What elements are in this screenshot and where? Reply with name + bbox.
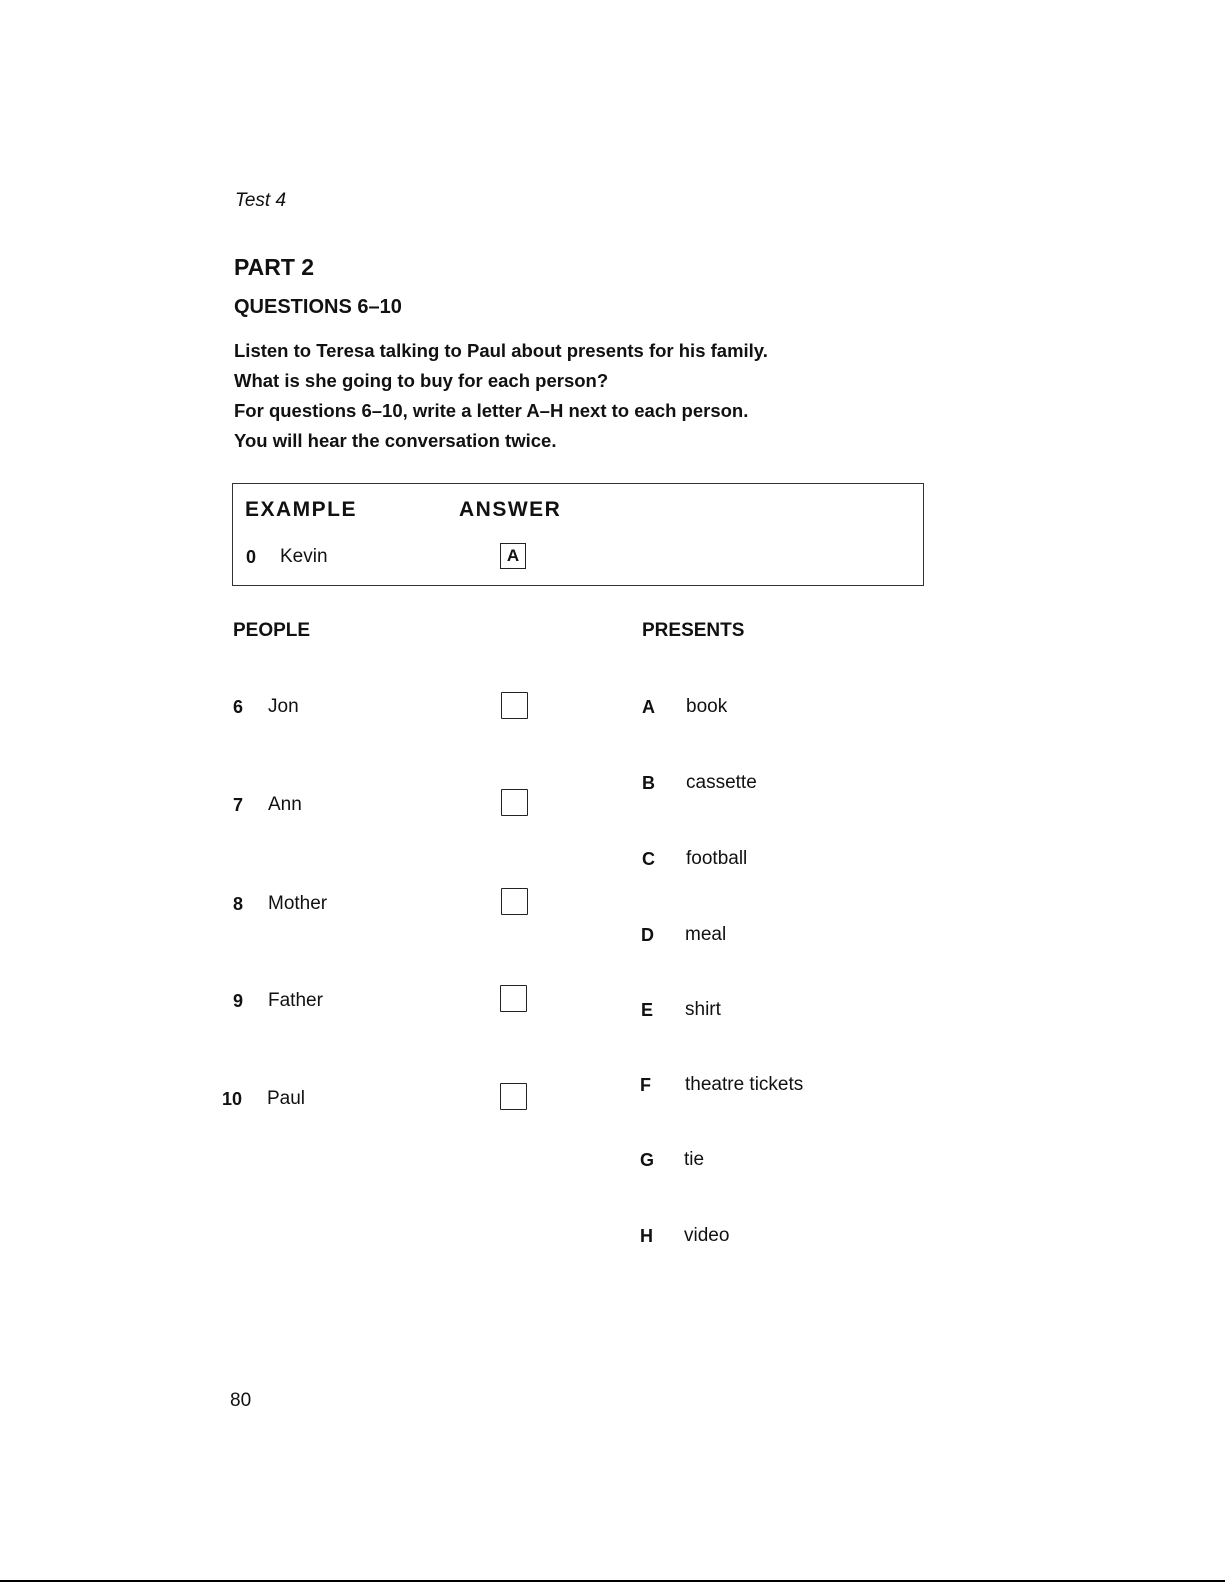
- present-letter: H: [640, 1226, 653, 1246]
- instruction-line-4: You will hear the conversation twice.: [234, 430, 557, 451]
- present-name: book: [686, 696, 728, 717]
- instruction-line-2: What is she going to buy for each person?: [234, 370, 609, 391]
- present-name: cassette: [686, 772, 757, 793]
- instruction-line-1: Listen to Teresa talking to Paul about presents for his family.: [234, 340, 768, 361]
- person-number: 10: [222, 1089, 243, 1109]
- example-name: Kevin: [280, 546, 328, 567]
- example-answer-box: A: [500, 543, 526, 569]
- person-number: 7: [233, 795, 244, 815]
- questions-title: QUESTIONS 6–10: [234, 296, 402, 318]
- person-name: Father: [268, 990, 323, 1011]
- person-name: Mother: [268, 893, 328, 914]
- answer-box-9[interactable]: [500, 985, 527, 1012]
- present-letter: F: [640, 1075, 651, 1095]
- present-letter: A: [642, 697, 655, 717]
- answer-heading: ANSWER: [459, 498, 562, 521]
- example-number: 0: [246, 547, 257, 567]
- people-heading: PEOPLE: [233, 620, 311, 641]
- person-number: 9: [233, 991, 244, 1011]
- page-number: 80: [230, 1390, 252, 1411]
- bottom-rule: [0, 1580, 1225, 1582]
- example-heading: EXAMPLE: [245, 498, 358, 521]
- part-title: PART 2: [234, 254, 315, 280]
- present-letter: B: [642, 773, 655, 793]
- present-letter: G: [640, 1150, 655, 1170]
- person-name: Jon: [268, 696, 299, 717]
- answer-box-6[interactable]: [501, 692, 528, 719]
- person-name: Paul: [267, 1088, 306, 1109]
- present-name: video: [684, 1225, 730, 1246]
- present-name: football: [686, 848, 748, 869]
- presents-heading: PRESENTS: [642, 620, 745, 641]
- person-number: 8: [233, 894, 244, 914]
- present-letter: E: [641, 1000, 654, 1020]
- person-number: 6: [233, 697, 244, 717]
- answer-box-7[interactable]: [501, 789, 528, 816]
- present-letter: D: [641, 925, 654, 945]
- answer-box-8[interactable]: [501, 888, 528, 915]
- present-name: shirt: [685, 999, 721, 1020]
- person-name: Ann: [268, 794, 302, 815]
- present-name: meal: [685, 924, 727, 945]
- instruction-line-3: For questions 6–10, write a letter A–H next to each person.: [234, 400, 749, 421]
- present-name: tie: [684, 1149, 705, 1170]
- present-name: theatre tickets: [685, 1074, 804, 1095]
- present-letter: C: [642, 849, 655, 869]
- test-label: Test 4: [235, 190, 287, 211]
- answer-box-10[interactable]: [500, 1083, 527, 1110]
